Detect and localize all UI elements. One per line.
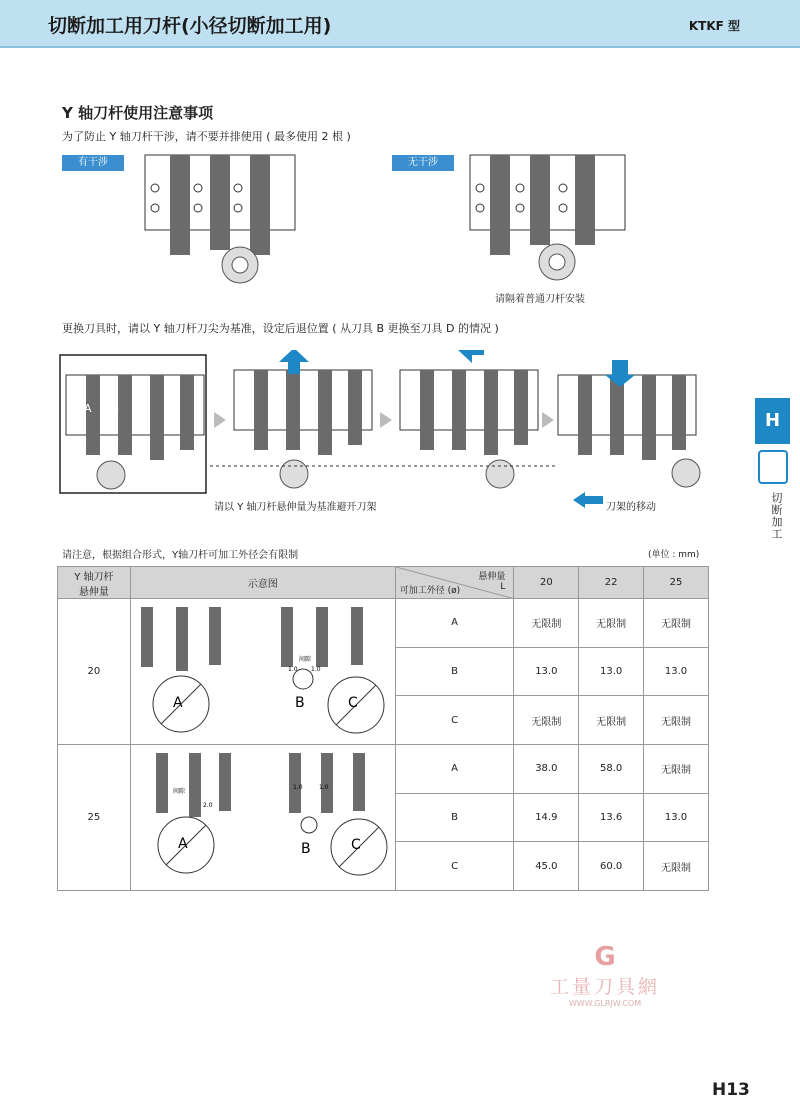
value-cell: 13.0 (579, 647, 644, 696)
schematic-label-b: B (300, 841, 311, 857)
caption-normal-holder: 请隔着普通刀杆安装 (495, 294, 585, 305)
table-row (58, 745, 709, 794)
cutting-tool-icon (758, 450, 788, 484)
header-length-22: 22 (579, 567, 644, 599)
caption-retreat: 请以 Y 轴刀杆悬伸量为基准避开刀架 (214, 502, 377, 513)
model-label: KTKF 型 (688, 19, 740, 33)
unit-label: (单位 : mm) (648, 550, 700, 560)
value-cell: 无限制 (579, 599, 644, 648)
value-cell: 13.0 (644, 793, 709, 842)
value-cell: 13.0 (644, 647, 709, 696)
watermark-logo: G (594, 942, 616, 972)
schematic-cell (130, 745, 395, 891)
schematic-dim-2: 2.0 (202, 802, 213, 809)
note-diameter-limit: 请注意，根据组合形式，Y轴刀杆可加工外径会有限制 (62, 550, 299, 561)
schematic-dim-right: 1.0 (318, 784, 329, 791)
header-diagonal (395, 567, 514, 599)
type-cell: B (395, 647, 514, 696)
no-interference-figure (465, 150, 635, 290)
watermark-name: 工量刀具網 (549, 976, 660, 998)
watermark-url: WWW.GLRJW.COM (568, 999, 642, 1008)
header-length-20: 20 (514, 567, 579, 599)
note-interference: 为了防止 Y 轴刀杆干涉，请不要并排使用 ( 最多使用 2 根 ) (62, 130, 351, 143)
type-cell: C (395, 842, 514, 891)
value-cell: 无限制 (644, 745, 709, 794)
value-cell: 无限制 (644, 599, 709, 648)
schematic-gap: 间隙 (298, 656, 311, 663)
header-diag-bottom: 可加工外径 (ø) (399, 586, 461, 596)
page-title: 切断加工用刀杆(小径切断加工用) (48, 15, 332, 37)
page-header (0, 0, 800, 48)
value-cell: 13.6 (579, 793, 644, 842)
side-section-label: 切断加工 (770, 492, 783, 540)
value-cell: 无限制 (644, 842, 709, 891)
tool-labels: ABCD (84, 402, 196, 415)
caption-move: 刀架的移动 (606, 502, 656, 513)
type-cell: A (395, 599, 514, 648)
type-cell: C (395, 696, 514, 745)
overhang-value: 20 (58, 599, 131, 745)
page-number: H13 (712, 1080, 750, 1100)
header-overhang: Y 轴刀杆 悬伸量 (58, 567, 131, 599)
schematic-dim-left: 1.0 (292, 784, 303, 791)
section-title: Y 轴刀杆使用注意事项 (62, 104, 214, 122)
schematic-label-c: C (350, 837, 361, 853)
value-cell: 14.9 (514, 793, 579, 842)
note-tool-change: 更换刀具时，请以 Y 轴刀杆刀尖为基准，设定后退位置 ( 从刀具 B 更换至刀具 D 的情况 ) (62, 322, 499, 335)
schematic-label-c: C (347, 695, 358, 711)
tag-interference: 有干涉 (62, 155, 124, 171)
value-cell: 无限制 (644, 696, 709, 745)
value-cell: 13.0 (514, 647, 579, 696)
value-cell: 60.0 (579, 842, 644, 891)
value-cell: 无限制 (514, 696, 579, 745)
schematic-dim-right: 1.0 (310, 666, 321, 673)
schematic-label-b: B (294, 695, 305, 711)
schematic-20 (131, 599, 395, 741)
schematic-label-a: A (172, 695, 183, 711)
value-cell: 45.0 (514, 842, 579, 891)
diameter-limit-table (57, 566, 709, 891)
schematic-gap: 间隙 (172, 788, 185, 795)
table-row (58, 599, 709, 648)
value-cell: 无限制 (579, 696, 644, 745)
interference-figure (140, 150, 300, 290)
schematic-cell (130, 599, 395, 745)
section-tab-h[interactable]: H (755, 398, 790, 444)
tag-no-interference: 无干涉 (392, 155, 454, 171)
schematic-label-a: A (177, 836, 188, 852)
type-cell: A (395, 745, 514, 794)
header-schematic: 示意图 (130, 567, 395, 599)
type-cell: B (395, 793, 514, 842)
overhang-value: 25 (58, 745, 131, 891)
schematic-dim-left: 1.0 (287, 666, 298, 673)
value-cell: 58.0 (579, 745, 644, 794)
value-cell: 38.0 (514, 745, 579, 794)
value-cell: 无限制 (514, 599, 579, 648)
schematic-25 (131, 745, 395, 887)
header-length-25: 25 (644, 567, 709, 599)
watermark (540, 942, 670, 1008)
header-diag-top: 悬伸量 L (478, 572, 506, 592)
